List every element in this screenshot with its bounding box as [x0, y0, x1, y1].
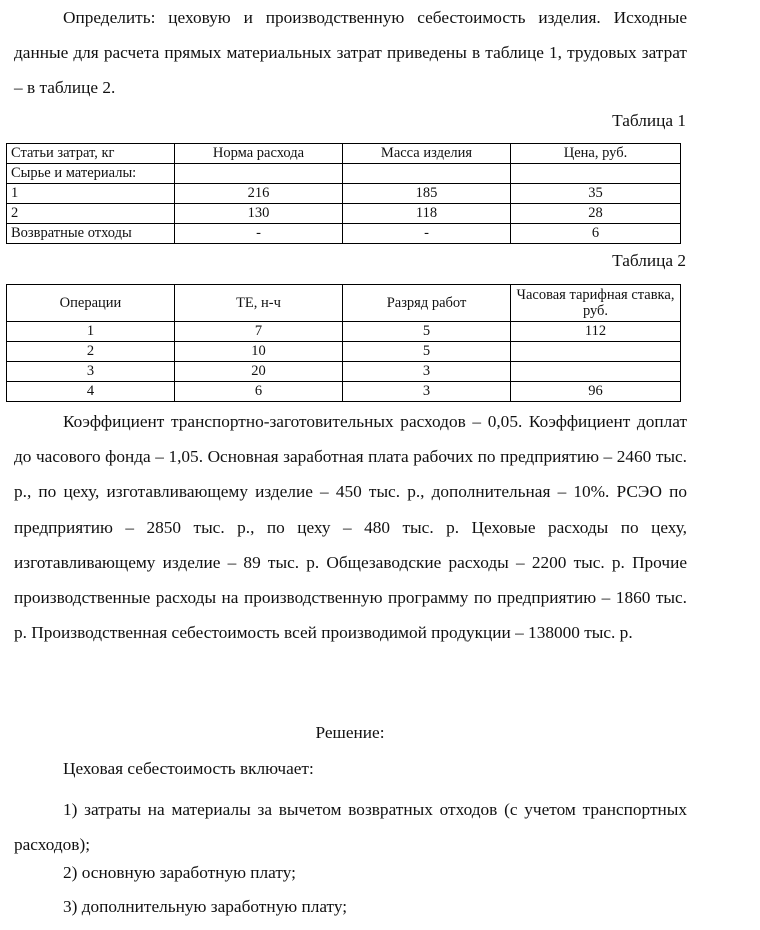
table-row	[7, 224, 681, 244]
solution-item: 2) основную заработную плату;	[63, 863, 296, 882]
table-cell: 185	[343, 184, 511, 204]
table-cell: 5	[343, 342, 511, 362]
table-cell	[511, 362, 681, 382]
table-header-row	[7, 285, 681, 322]
table-row	[7, 184, 681, 204]
table-cell: 4	[7, 382, 175, 402]
table-header-cell: Норма расхода	[175, 144, 343, 164]
table-cell: 6	[175, 382, 343, 402]
table-row	[7, 362, 681, 382]
table-header-cell: Статьи затрат, кг	[7, 144, 175, 164]
table-cell: 5	[343, 322, 511, 342]
table2	[6, 284, 681, 402]
table-header-cell: Разряд работ	[343, 285, 511, 322]
table-cell: 112	[511, 322, 681, 342]
table-row	[7, 204, 681, 224]
solution-intro: Цеховая себестоимость включает:	[63, 759, 314, 778]
table-cell	[343, 164, 511, 184]
table-cell: 216	[175, 184, 343, 204]
table-header-cell: ТЕ, н-ч	[175, 285, 343, 322]
table-header-cell: Масса изделия	[343, 144, 511, 164]
table-header-cell: Цена, руб.	[511, 144, 681, 164]
table-cell: 130	[175, 204, 343, 224]
conditions-paragraph: Коэффициент транспортно-заготовительных расходов – 0,05. Коэффициент доплат до часового фонда – 1,05. Основная заработная плата рабочих по предприятию – 2460 тыс. р., по цеху, изготавливающему изделие – 450 тыс. р., дополнительная – 10%. РСЭО по предприятию – 2850 тыс. р., по цеху – 480 тыс. р. Цеховые расходы по цеху, изготавливающему изделие – 89 тыс. р. Общезаводские расходы – 2200 тыс. р. Прочие производственные расходы на производственную программу по предприятию – 1860 тыс. р. Производственная себестоимость всей производимой продукции – 138000 тыс. р.	[14, 412, 687, 643]
table-cell: 1	[7, 184, 175, 204]
table-header-cell: Операции	[7, 285, 175, 322]
solution-heading: Решение:	[315, 723, 385, 742]
table-cell: -	[343, 224, 511, 244]
table-cell: 3	[7, 362, 175, 382]
intro-paragraph: Определить: цеховую и производственную себестоимость изделия. Исходные данные для расчета прямых материальных затрат приведены в таблице 1, трудовых затрат – в таблице 2.	[14, 8, 687, 97]
table-cell: 7	[175, 322, 343, 342]
table-cell: 6	[511, 224, 681, 244]
solution-item: 1) затраты на материалы за вычетом возвратных отходов (с учетом транспортных расходов);	[14, 800, 687, 854]
solution-item: 3) дополнительную заработную плату;	[63, 897, 348, 916]
table-cell: Возвратные отходы	[7, 224, 175, 244]
table-row	[7, 322, 681, 342]
table2-caption: Таблица 2	[612, 251, 686, 270]
table1-caption: Таблица 1	[612, 111, 686, 130]
table-cell: 35	[511, 184, 681, 204]
table-cell: 20	[175, 362, 343, 382]
table-row	[7, 342, 681, 362]
table-cell: 3	[343, 382, 511, 402]
table-cell: Сырье и материалы:	[7, 164, 175, 184]
table-cell: 1	[7, 322, 175, 342]
table-cell: 118	[343, 204, 511, 224]
table-header-cell: Часовая тарифная ставка, руб.	[511, 285, 681, 322]
table-cell: 28	[511, 204, 681, 224]
table-header-row	[7, 144, 681, 164]
table-cell: 2	[7, 204, 175, 224]
table-cell: 10	[175, 342, 343, 362]
table-row	[7, 382, 681, 402]
table-cell	[175, 164, 343, 184]
table-cell: 3	[343, 362, 511, 382]
table1	[6, 143, 681, 244]
table-cell	[511, 164, 681, 184]
table-cell: -	[175, 224, 343, 244]
table-cell: 2	[7, 342, 175, 362]
table-cell: 96	[511, 382, 681, 402]
table-cell	[511, 342, 681, 362]
table-row	[7, 164, 681, 184]
